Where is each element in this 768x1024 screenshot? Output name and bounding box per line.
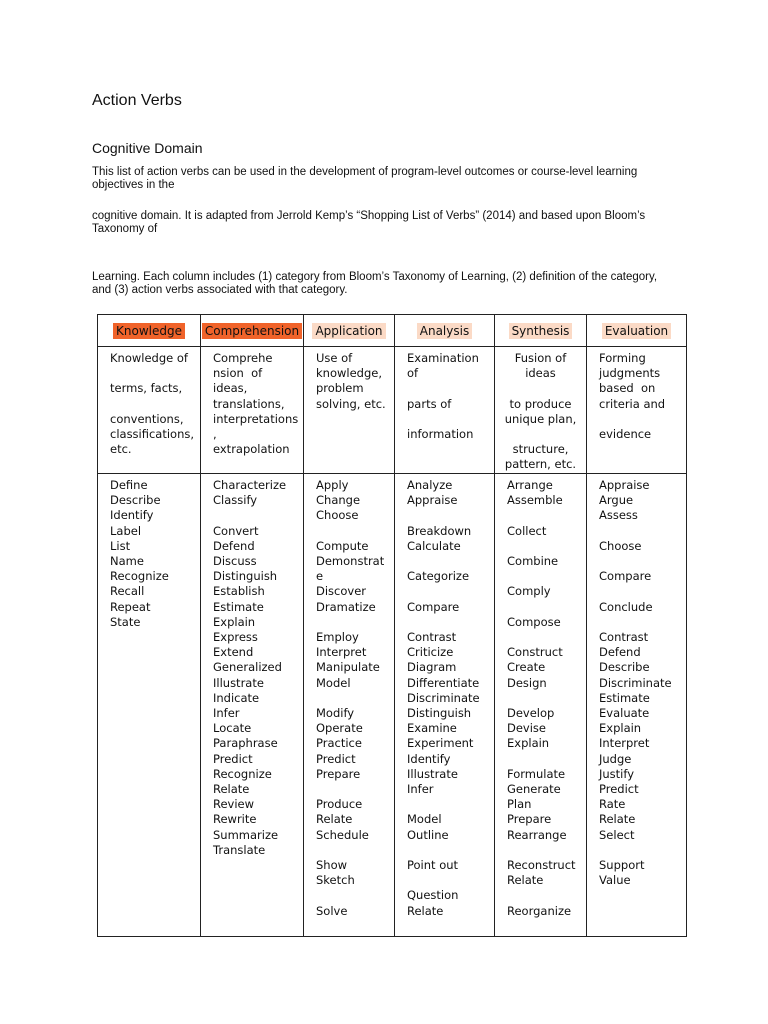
cell-line: Demonstrat: [316, 554, 385, 568]
cell-line: Choose: [316, 508, 359, 523]
header-label: Comprehension: [202, 323, 302, 339]
cell-line: Infer: [213, 706, 240, 721]
intro-paragraph-3: Learning. Each column includes (1) category from Bloom’s Taxonomy of Learning, (2) definition of the category, and (3) action verbs associated with that category.: [92, 271, 658, 296]
cell-line: [501, 381, 580, 396]
cell-line: [110, 366, 194, 381]
cell-line: [110, 397, 194, 412]
cell-line: Describe: [110, 493, 161, 508]
cell-line: pattern, etc.: [504, 457, 577, 472]
cell-line: [407, 873, 488, 888]
definition-cell-comprehension: [201, 347, 304, 474]
cell-line: Knowledge of: [110, 351, 188, 365]
cell-line: Employ: [316, 630, 359, 644]
cell-line: Appraise: [599, 478, 650, 492]
cell-line: Assemble: [507, 493, 563, 508]
cell-line: Evaluate: [599, 705, 650, 720]
cell-line: Contrast: [599, 629, 649, 644]
cell-line: ideas,: [213, 381, 248, 396]
cell-line: Relate: [316, 812, 353, 827]
cell-line: [507, 569, 580, 584]
cell-line: [316, 615, 388, 630]
verbs-cell-application: [304, 474, 395, 937]
cell-line: Calculate: [407, 538, 461, 553]
cell-line: Explain: [213, 614, 256, 629]
cell-line: Dramatize: [316, 599, 376, 614]
header-label: Analysis: [417, 323, 472, 339]
verbs-cell-analysis: [395, 474, 495, 937]
cell-line: Relate: [213, 782, 250, 797]
cell-line: Locate: [213, 721, 252, 736]
cell-line: Convert: [213, 523, 259, 538]
cell-line: [316, 888, 388, 903]
cell-line: Model: [407, 812, 442, 827]
section-heading: Cognitive Domain: [92, 140, 203, 156]
cell-line: Review: [213, 797, 255, 812]
cell-line: Examination: [407, 351, 479, 365]
cell-line: Estimate: [599, 690, 650, 705]
cell-line: Label: [110, 523, 142, 538]
cell-line: Defend: [599, 645, 641, 660]
cell-line: Create: [507, 660, 546, 675]
cell-line: problem: [316, 381, 364, 396]
cell-line: [316, 782, 388, 797]
header-row: [98, 315, 687, 347]
header-label: Application: [312, 323, 385, 339]
verbs-cell-knowledge: [98, 474, 201, 937]
cell-line: Recall: [110, 584, 145, 599]
definition-cell-evaluation: [587, 347, 687, 474]
cell-line: Distinguish: [213, 569, 278, 584]
definition-cell-analysis: [395, 347, 495, 474]
cell-line: Contrast: [407, 629, 457, 644]
cell-line: etc.: [110, 442, 132, 457]
cell-line: [507, 843, 580, 858]
cell-line: [501, 427, 580, 442]
cell-line: Interpret: [316, 645, 367, 660]
cell-line: Produce: [316, 797, 363, 812]
cell-line: Prepare: [507, 812, 552, 827]
cell-line: [599, 584, 680, 599]
cell-line: Use of: [316, 351, 353, 365]
cell-line: [599, 843, 680, 858]
cell-line: [316, 843, 388, 858]
cell-line: [507, 630, 580, 645]
cell-line: Express: [213, 630, 258, 645]
cell-line: Model: [316, 675, 351, 690]
cell-line: Characterize: [213, 478, 287, 492]
cell-line: Discriminate: [407, 690, 480, 705]
cell-line: Practice: [316, 736, 362, 751]
cell-line: Establish: [213, 584, 265, 599]
definition-row: [98, 347, 687, 474]
cell-line: Forming: [599, 351, 646, 365]
header-cell-synthesis: [495, 315, 587, 347]
cell-line: Categorize: [407, 569, 470, 584]
cell-line: Judge: [599, 751, 632, 766]
cell-line: [407, 584, 488, 599]
cell-line: of: [407, 366, 419, 381]
cell-line: Fusion of: [514, 351, 567, 365]
header-cell-comprehension: [201, 315, 304, 347]
cell-line: [316, 524, 388, 539]
cell-line: Devise: [507, 721, 546, 736]
cell-line: Reconstruct: [507, 857, 576, 872]
cell-line: Change: [316, 493, 361, 508]
cell-line: [507, 752, 580, 767]
cell-line: Analyze: [407, 478, 453, 492]
cell-line: Reorganize: [507, 903, 572, 918]
cell-line: Indicate: [213, 690, 260, 705]
cell-line: Diagram: [407, 660, 457, 675]
intro-paragraph-2: cognitive domain. It is adapted from Jerrold Kemp’s “Shopping List of Verbs” (2014) and based upon Bloom’s Taxonomy of: [92, 210, 646, 235]
cell-line: Define: [110, 478, 148, 492]
cell-line: Show: [316, 858, 348, 872]
cell-line: Experiment: [407, 736, 474, 751]
cell-line: evidence: [599, 427, 652, 441]
cell-line: Compare: [599, 569, 652, 584]
cell-line: [507, 888, 580, 903]
header-cell-application: [304, 315, 395, 347]
cell-line: Operate: [316, 721, 363, 736]
header-label: Synthesis: [509, 323, 573, 339]
cell-line: Compute: [316, 538, 369, 553]
cell-line: Support: [599, 858, 645, 872]
cell-line: Predict: [316, 751, 356, 766]
cell-line: Arrange: [507, 478, 553, 492]
cell-line: Predict: [213, 751, 253, 766]
cell-line: structure,: [512, 442, 569, 457]
cell-line: extrapolation: [213, 442, 290, 457]
cell-line: Point out: [407, 857, 459, 872]
cell-line: interpretations: [213, 411, 299, 426]
cell-line: Recognize: [213, 766, 272, 781]
cell-line: [599, 412, 680, 427]
cell-line: [599, 554, 680, 569]
cell-line: information: [407, 426, 474, 441]
cell-line: Recognize: [110, 569, 169, 584]
cell-line: unique plan,: [504, 411, 577, 426]
cell-line: [507, 539, 580, 554]
cell-line: Infer: [407, 782, 434, 796]
cell-line: Sketch: [316, 873, 355, 888]
cell-line: translations,: [213, 396, 285, 411]
cell-line: Justify: [599, 766, 635, 781]
cell-line: Select: [599, 827, 635, 842]
cell-line: [316, 691, 388, 706]
cell-line: [407, 412, 488, 427]
cell-line: List: [110, 538, 131, 553]
cell-line: Compare: [407, 599, 460, 614]
cell-line: Paraphrase: [213, 736, 278, 751]
cell-line: Schedule: [316, 827, 369, 842]
cell-line: Question: [407, 888, 459, 903]
intro-paragraph-1: This list of action verbs can be used in the development of program-level outcomes or course-level learning objectives in the: [92, 166, 638, 191]
cell-line: nsion of: [213, 366, 263, 381]
cell-line: Rate: [599, 797, 626, 812]
cell-line: Relate: [507, 873, 544, 888]
cell-line: Choose: [599, 538, 642, 553]
cell-line: ideas: [525, 366, 556, 381]
cell-line: Identify: [407, 751, 451, 766]
cell-line: [213, 508, 297, 523]
cell-line: [507, 600, 580, 615]
cell-line: Comply: [507, 584, 551, 599]
cell-line: Assess: [599, 508, 638, 523]
cell-line: Argue: [599, 493, 634, 508]
cell-line: [407, 381, 488, 396]
cell-line: Prepare: [316, 766, 361, 781]
cell-line: [407, 843, 488, 858]
cell-line: classifications,: [110, 426, 195, 441]
cell-line: conventions,: [110, 411, 184, 426]
verbs-row: [98, 474, 687, 937]
cell-line: Illustrate: [407, 766, 458, 781]
cell-line: Comprehe: [213, 351, 273, 365]
cell-line: [599, 615, 680, 630]
action-verbs-table: [97, 314, 687, 937]
cell-line: [407, 554, 488, 569]
cell-line: Modify: [316, 706, 355, 720]
cell-line: Discuss: [213, 554, 257, 568]
cell-line: Estimate: [213, 599, 264, 614]
cell-line: Rewrite: [213, 812, 257, 827]
verbs-cell-comprehension: [201, 474, 304, 937]
cell-line: Translate: [213, 842, 266, 857]
cell-line: Generate: [507, 781, 561, 796]
cell-line: Illustrate: [213, 675, 264, 690]
cell-line: Repeat: [110, 599, 151, 614]
definition-cell-knowledge: [98, 347, 201, 474]
cell-line: Distinguish: [407, 705, 472, 720]
cell-line: Design: [507, 675, 547, 690]
cell-line: Formulate: [507, 766, 566, 781]
cell-line: Identify: [110, 508, 154, 523]
cell-line: Value: [599, 873, 631, 888]
cell-line: Appraise: [407, 493, 458, 508]
header-cell-evaluation: [587, 315, 687, 347]
cell-line: Name: [110, 554, 144, 569]
cell-line: Develop: [507, 705, 555, 720]
cell-line: [407, 797, 488, 812]
cell-line: knowledge,: [316, 366, 382, 381]
definition-cell-synthesis: [495, 347, 587, 474]
cell-line: Construct: [507, 645, 563, 660]
cell-line: Apply: [316, 478, 349, 492]
cell-line: Describe: [599, 660, 650, 675]
cell-line: Solve: [316, 903, 348, 918]
cell-line: Plan: [507, 797, 532, 812]
cell-line: [599, 524, 680, 539]
cell-line: e: [316, 569, 324, 584]
cell-line: Collect: [507, 523, 547, 538]
cell-line: based on: [599, 381, 656, 396]
header-label: Knowledge: [113, 323, 185, 339]
cell-line: [507, 691, 580, 706]
cell-line: Conclude: [599, 599, 653, 614]
cell-line: Explain: [507, 736, 550, 751]
page-title: Action Verbs: [92, 92, 182, 109]
cell-line: judgments: [599, 366, 661, 381]
cell-line: Criticize: [407, 645, 454, 660]
cell-line: to produce: [509, 396, 572, 411]
cell-line: Predict: [599, 782, 639, 796]
cell-line: Compose: [507, 614, 561, 629]
header-cell-analysis: [395, 315, 495, 347]
cell-line: Rearrange: [507, 827, 567, 842]
cell-line: Relate: [407, 903, 444, 918]
cell-line: Manipulate: [316, 660, 380, 675]
cell-line: [507, 508, 580, 523]
cell-line: [407, 508, 488, 523]
cell-line: Summarize: [213, 827, 279, 842]
header-label: Evaluation: [602, 323, 671, 339]
cell-line: Explain: [599, 721, 642, 736]
cell-line: Interpret: [599, 736, 650, 751]
cell-line: Differentiate: [407, 675, 480, 690]
cell-line: Extend: [213, 645, 254, 660]
verbs-cell-evaluation: [587, 474, 687, 937]
cell-line: Discriminate: [599, 675, 672, 690]
header-cell-knowledge: [98, 315, 201, 347]
cell-line: Classify: [213, 493, 258, 508]
cell-line: Discover: [316, 584, 367, 599]
cell-line: Examine: [407, 721, 457, 736]
cell-line: terms, facts,: [110, 381, 183, 396]
cell-line: Defend: [213, 538, 255, 553]
cell-line: [407, 615, 488, 630]
cell-line: Relate: [599, 812, 636, 827]
cell-line: solving, etc.: [316, 396, 386, 411]
verbs-cell-synthesis: [495, 474, 587, 937]
definition-cell-application: [304, 347, 395, 474]
cell-line: Outline: [407, 827, 449, 842]
cell-line: parts of: [407, 396, 452, 411]
cell-line: criteria and: [599, 396, 666, 411]
cell-line: ,: [213, 427, 217, 442]
cell-line: Combine: [507, 553, 559, 568]
cell-line: Generalized: [213, 660, 282, 675]
cell-line: Breakdown: [407, 523, 472, 538]
cell-line: State: [110, 614, 141, 629]
